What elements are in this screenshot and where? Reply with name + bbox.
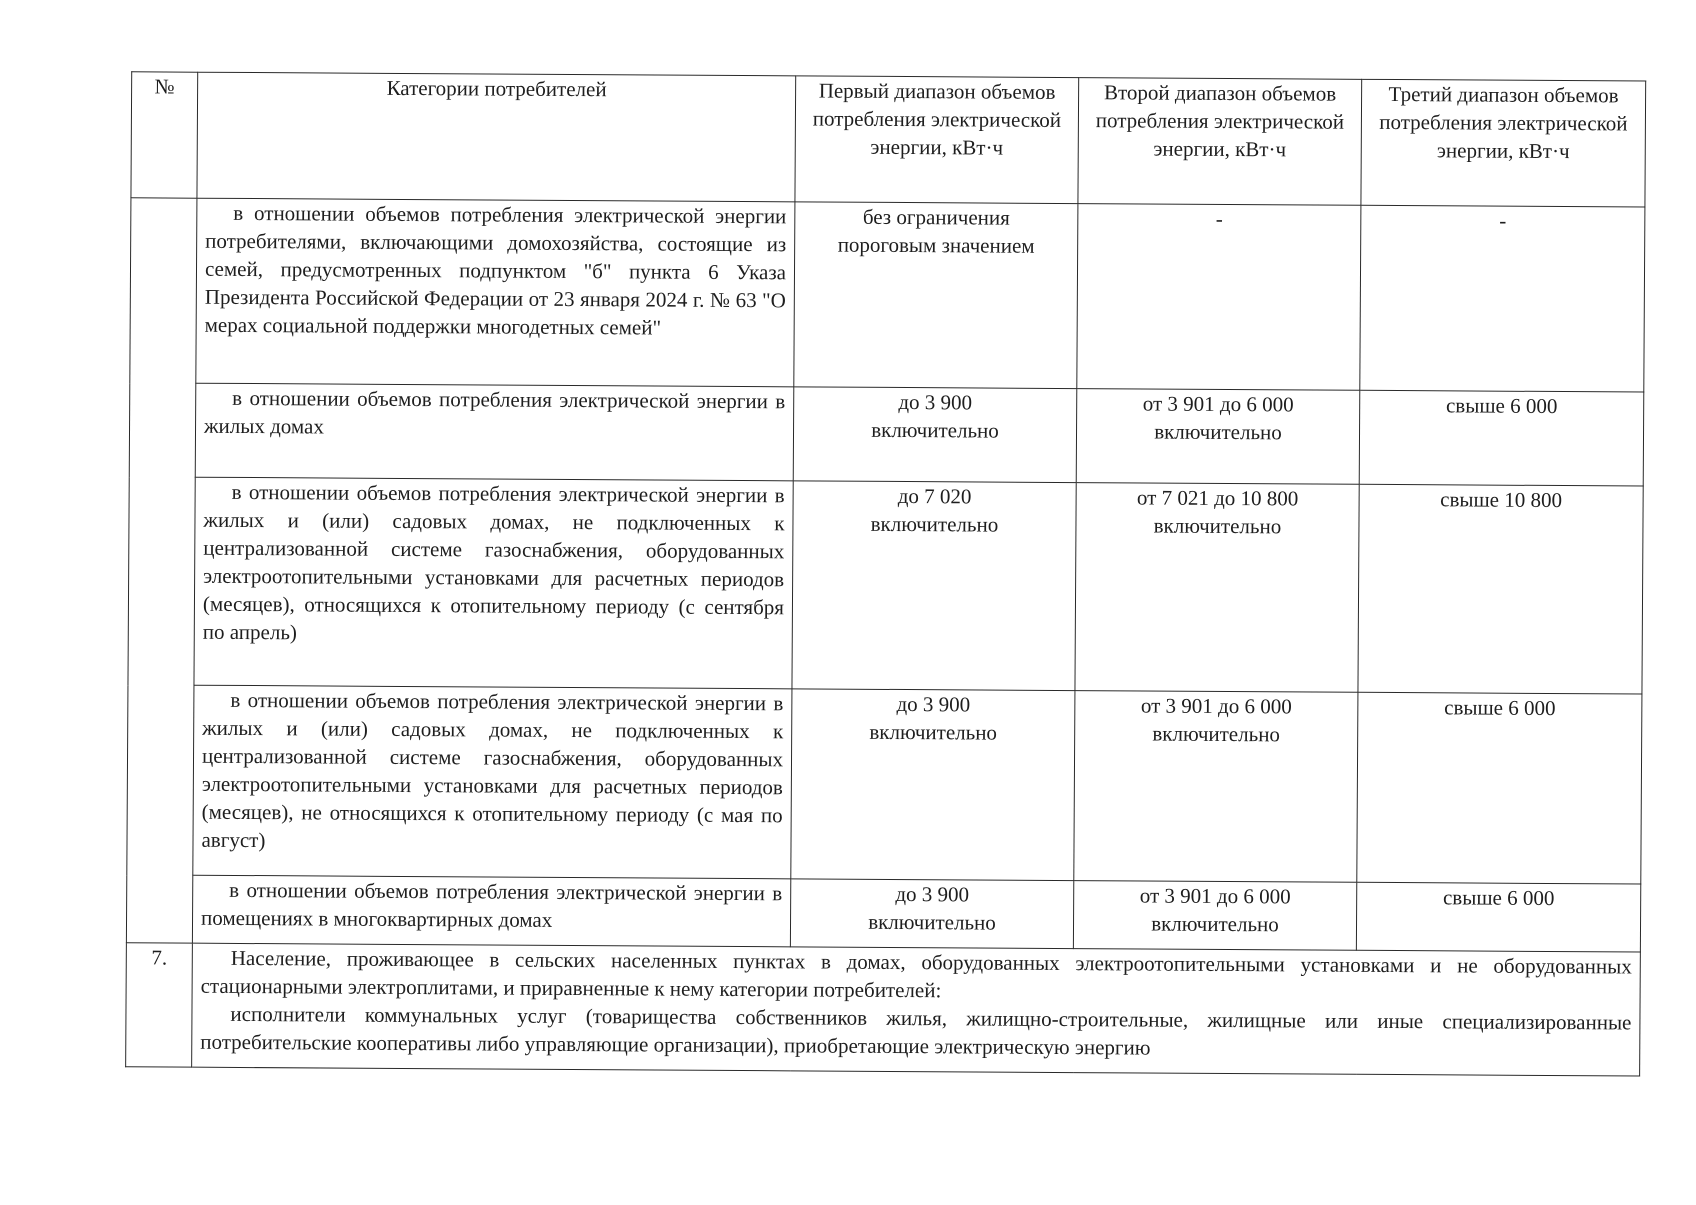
range-3-cell: свыше 6 000 (1356, 882, 1640, 952)
table-row (128, 477, 1643, 694)
category-cell: в отношении объемов потребления электрической энергии в жилых домах (195, 383, 794, 481)
range-2-cell (1074, 691, 1358, 883)
range-1-line-2: пороговым значением (837, 232, 1035, 258)
category-cell: в отношении объемов потребления электрической энергии в помещениях в многоквартирных домах (192, 875, 790, 947)
row-7-paragraph-1: Население, проживающее в сельских населенных пунктах в домах, оборудованных электроотопительными установками и не оборудованных стационарными электроплитами, и приравненные к нему категории потребителей: (200, 945, 1632, 1003)
range-2-cell (1076, 389, 1360, 485)
range-1-cell (794, 202, 1078, 389)
table-row (127, 685, 1642, 884)
range-2-line-1: от 3 901 до 6 000 (1142, 391, 1294, 417)
range-2-line-2: включительно (1153, 513, 1282, 539)
range-2-line-2: включительно (1154, 419, 1282, 445)
header-range-2: Второй диапазон объемов потребления электрической энергии, кВт·ч (1078, 78, 1362, 206)
row-7-text-cell (192, 943, 1641, 1076)
category-cell: в отношении объемов потребления электрической энергии потребителями, включающими домохозяйства, состоящие из семей, предусмотренных подпунктом "б" пункта 6 Указа Президента Российской Федерации от 23 января 2024 г. № 63 "О мерах социальной поддержки многодетных семей" (196, 198, 795, 387)
range-2-line-1: от 3 901 до 6 000 (1139, 883, 1291, 909)
range-3-cell: свыше 10 800 (1358, 484, 1643, 694)
range-1-line-2: включительно (871, 417, 999, 443)
range-2-cell (1073, 881, 1356, 951)
range-3-cell: свыше 6 000 (1357, 692, 1642, 884)
table-row-7 (126, 943, 1641, 1076)
range-1-line-1: до 3 900 (895, 881, 970, 907)
range-1-line-1: до 7 020 (897, 483, 972, 509)
range-1-line-2: включительно (869, 719, 998, 745)
range-3-cell: - (1360, 205, 1645, 392)
range-1-cell (791, 689, 1075, 881)
table-row (130, 198, 1645, 392)
range-1-line-1: без ограничения (862, 204, 1010, 230)
table-row (129, 383, 1644, 486)
category-cell: в отношении объемов потребления электрической энергии в жилых и (или) садовых домах, не подключенных к централизованной системе газоснабжения, оборудованных электроотопительными установками для расчетных периодов (месяцев), не относящихся к отопительному периоду (с мая по август) (193, 685, 792, 879)
range-1-line-2: включительно (868, 909, 996, 935)
header-num: № (131, 72, 198, 198)
range-1-cell (793, 387, 1077, 483)
range-2-cell: - (1077, 204, 1361, 391)
range-2-cell (1075, 483, 1359, 693)
range-2-line-2: включительно (1151, 911, 1279, 937)
header-category: Категории потребителей (197, 72, 796, 202)
row-7-paragraph-2: исполнители коммунальных услуг (товарищества собственников жилья, жилищно-строительные, жилищные или иные специализированные потребительские кооперативы либо управляющие организации), приобретающие электрическую энергию (200, 1001, 1632, 1060)
tariff-table (125, 71, 1646, 1076)
table-row (126, 875, 1640, 952)
header-range-1: Первый диапазон объемов потребления электрической энергии, кВт·ч (795, 76, 1079, 204)
range-1-cell (792, 481, 1076, 691)
range-1-line-2: включительно (870, 511, 999, 537)
row-number-7: 7. (126, 943, 193, 1067)
range-1-line-1: до 3 900 (896, 691, 971, 717)
header-range-3: Третий диапазон объемов потребления электрической энергии, кВт·ч (1361, 79, 1646, 207)
range-2-line-1: от 3 901 до 6 000 (1140, 693, 1292, 719)
table-header-row (131, 72, 1646, 207)
row-number-cell (126, 198, 197, 943)
range-1-line-1: до 3 900 (898, 389, 973, 415)
range-2-line-1: от 7 021 до 10 800 (1136, 485, 1299, 511)
range-2-line-2: включительно (1152, 721, 1281, 747)
range-1-cell (790, 879, 1073, 949)
category-cell: в отношении объемов потребления электрической энергии в жилых и (или) садовых домах, не подключенных к централизованной системе газоснабжения, оборудованных электроотопительными установками для расчетных периодов (месяцев), относящихся к отопительному периоду (с сентября по апрель) (194, 477, 793, 689)
range-3-cell: свыше 6 000 (1359, 390, 1644, 486)
